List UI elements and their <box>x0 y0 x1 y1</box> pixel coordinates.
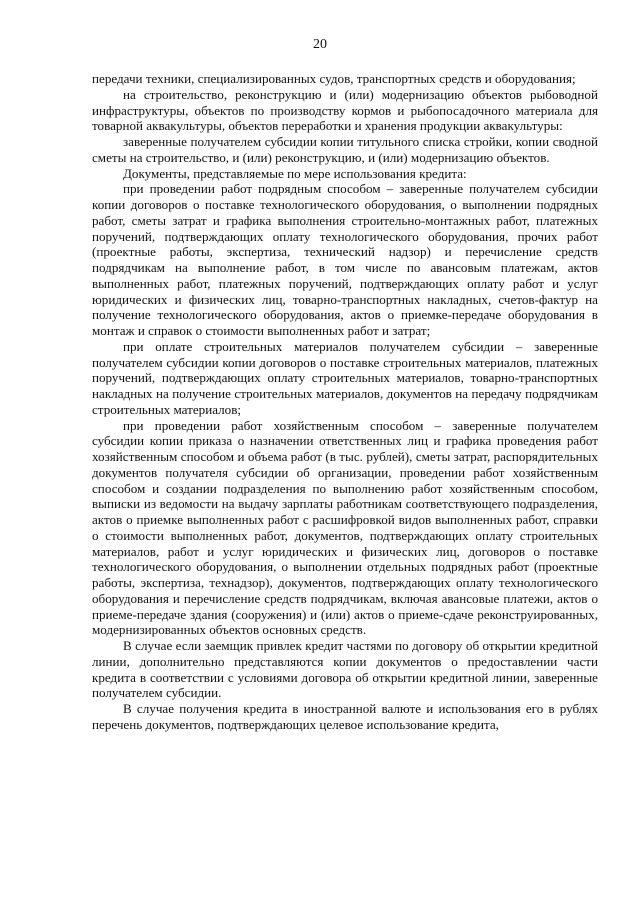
paragraph-9: В случае получения кредита в иностранной валюте и использования его в рублях перечень документов, подтверждающих целевое использование кредита, <box>92 701 598 732</box>
paragraph-7: при проведении работ хозяйственным способом – заверенные получателем субсидии копии приказа о назначении ответственных лиц и графика проведения работ хозяйственным способом и объема работ (в тыс. рублей), сметы затрат, распорядительных документов получателя субсидии об организации, проведении работ хозяйственным способом и создании подразделения по выполнению работ хозяйственным способом, выписки из ведомости на выдачу зарплаты работникам соответствующего подразделения, актов о приемке выполненных работ с расшифровкой видов выполненных работ, справки о стоимости выполненных работ, документов, подтверждающих оплату строительных материалов, работ и услуг юридических и физических лиц, договоров о поставке технологического оборудования, о выполнении отдельных подрядных работ (проектные работы, экспертиза, технадзор), документов, подтверждающих оплату технологического оборудования и перечисление средств подрядчикам, включая авансовые платежи, актов о приеме-передаче здания (сооружения) и (или) актов о приеме-сдаче реконструированных, модернизированных объектов основных средств. <box>92 417 598 638</box>
paragraph-1: передачи техники, специализированных судов, транспортных средств и оборудования; <box>92 71 576 86</box>
paragraph-4: Документы, представляемые по мере использования кредита: <box>123 165 467 181</box>
paragraph-6: при оплате строительных материалов получателем субсидии – заверенные получателем субсидии копии договоров о поставке строительных материалов, платежных поручений, подтверждающих оплату строительных материалов, товарно-транспортных накладных на получение строительных материалов, документов на передачу подрядчикам строительных материалов; <box>92 338 598 417</box>
paragraph-2: на строительство, реконструкцию и (или) модернизацию объектов рыбоводной инфраструктуры, объектов по производству кормов и рыбопосадочного материала для товарной аквакультуры, объектов переработки и хранения продукции аквакультуры: <box>92 86 598 134</box>
paragraph-3: заверенные получателем субсидии копии титульного списка стройки, копии сводной сметы на строительство, и (или) реконструкцию, и (или) модернизацию объектов. <box>92 134 598 165</box>
page-number: 20 <box>313 37 327 52</box>
paragraph-5: при проведении работ подрядным способом – заверенные получателем субсидии копии договоров о поставке технологического оборудования, о выполнении подрядных работ, сметы затрат и графика выполнения строительно-монтажных работ, платежных поручений, подтверждающих оплату технологического оборудования, прочих работ (проектные работы, экспертиза, технический надзор) и перечисление средств подрядчикам на выполнение работ, в том числе по авансовым платежам, актов выполненных работ, платежных поручений, подтверждающих оплату работ и услуг юридических и физических лиц, товарно-транспортных накладных, счетов-фактур на получение технологического оборудования, актов о приемке-передаче оборудования в монтаж и справок о стоимости выполненных работ и затрат; <box>92 181 598 338</box>
paragraph-8: В случае если заемщик привлек кредит частями по договору об открытии кредитной линии, дополнительно представляются копии документов о предоставлении части кредита в соответствии с условиями договора об открытии кредитной линии, заверенные получателем субсидии. <box>92 638 598 701</box>
document-body <box>92 71 598 733</box>
